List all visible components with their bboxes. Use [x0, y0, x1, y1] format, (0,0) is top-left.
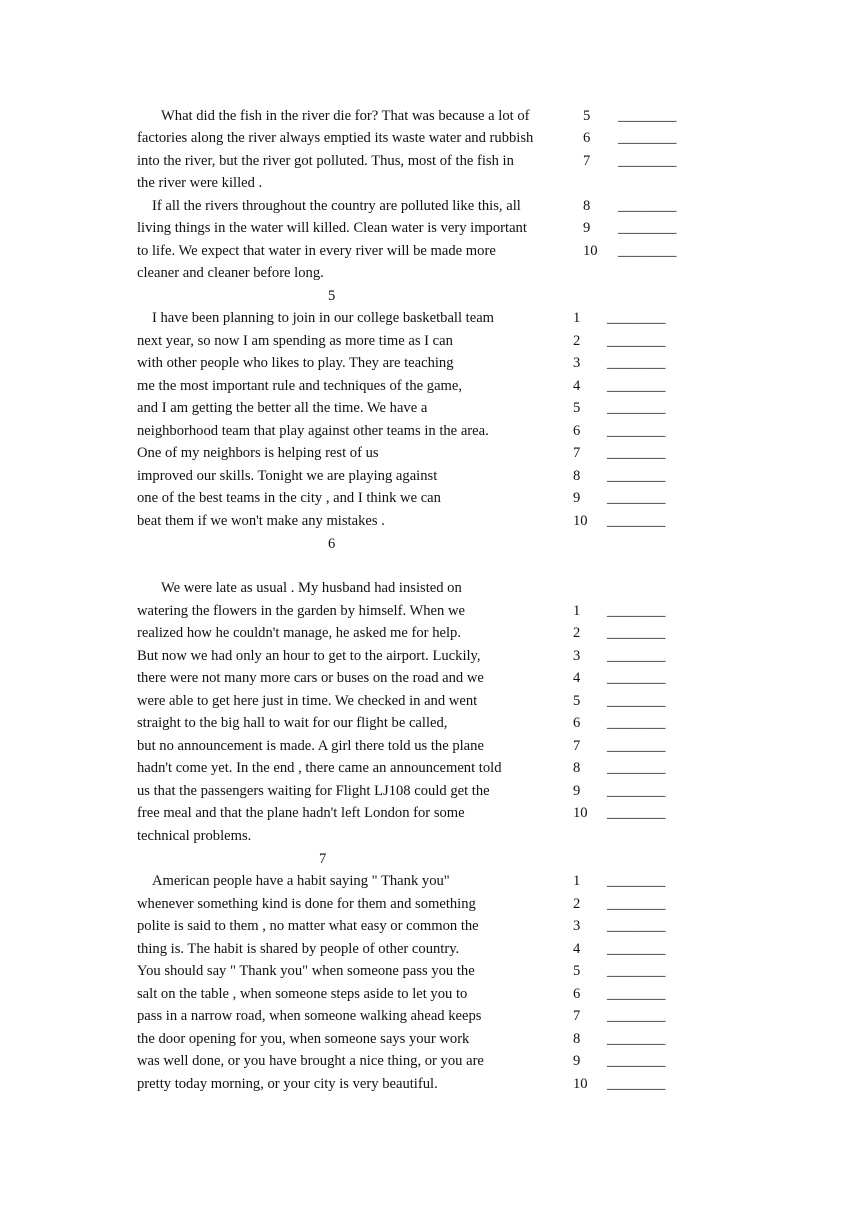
line-number: 7 — [583, 152, 591, 169]
line-text: salt on the table , when someone steps aside to let you to — [137, 985, 468, 1002]
answer-blank[interactable]: ________ — [607, 355, 666, 371]
line-text: us that the passengers waiting for Flight LJ108 could get the — [137, 782, 490, 799]
passage-line — [0, 735, 860, 758]
passage-line — [0, 240, 860, 263]
line-text: technical problems. — [137, 828, 252, 844]
passage-line — [0, 375, 860, 398]
line-text: realized how he couldn't manage, he asked me for help. — [137, 625, 461, 641]
passage-line — [0, 442, 860, 465]
passage-line — [0, 915, 860, 938]
answer-blank[interactable]: ________ — [607, 805, 666, 821]
answer-blank[interactable]: ________ — [607, 400, 666, 416]
answer-blank[interactable]: ________ — [607, 332, 666, 349]
line-number: 8 — [573, 760, 581, 776]
passage-line — [0, 1005, 860, 1028]
line-text: there were not many more cars or buses on the road and we — [137, 670, 484, 686]
line-text: and I am getting the better all the time. We have a — [137, 400, 428, 416]
passage-heading — [0, 848, 860, 871]
passage-line — [0, 600, 860, 623]
passage-line — [0, 667, 860, 690]
line-number: 2 — [573, 895, 581, 912]
answer-blank[interactable]: ________ — [607, 1030, 666, 1047]
line-number: 1 — [573, 310, 581, 326]
passage-line — [0, 712, 860, 735]
line-text: But now we had only an hour to get to the airport. Luckily, — [137, 647, 481, 664]
line-text: next year, so now I am spending as more time as I can — [137, 332, 453, 349]
passage-line — [0, 983, 860, 1006]
line-number: 6 — [573, 715, 581, 731]
line-text: straight to the big hall to wait for our flight be called, — [137, 715, 448, 731]
passage-line — [0, 757, 860, 780]
line-text: the door opening for you, when someone says your work — [137, 1030, 470, 1047]
line-number: 10 — [573, 805, 588, 821]
answer-blank[interactable]: ________ — [607, 625, 666, 641]
line-text: One of my neighbors is helping rest of us — [137, 445, 379, 461]
line-number: 8 — [573, 1030, 581, 1047]
line-text: If all the rivers throughout the country are polluted like this, all — [152, 197, 521, 214]
answer-blank[interactable]: ________ — [607, 377, 666, 394]
passage-line — [0, 217, 860, 240]
line-text: were able to get here just in time. We checked in and went — [137, 692, 478, 709]
passage-line — [0, 690, 860, 713]
line-number: 6 — [573, 985, 581, 1002]
passage-line — [0, 622, 860, 645]
answer-blank[interactable]: ________ — [618, 197, 677, 214]
answer-blank[interactable]: ________ — [607, 985, 666, 1002]
line-text: hadn't come yet. In the end , there came an announcement told — [137, 760, 502, 776]
line-text: with other people who likes to play. They are teaching — [137, 355, 454, 371]
line-text: one of the best teams in the city , and I think we can — [137, 490, 441, 506]
line-number: 9 — [573, 782, 581, 799]
passage-line — [0, 397, 860, 420]
passage-line — [0, 307, 860, 330]
answer-blank[interactable]: ________ — [607, 692, 666, 709]
line-number: 3 — [573, 355, 581, 371]
line-number: 9 — [573, 1053, 581, 1069]
passage-line — [0, 262, 860, 285]
answer-blank[interactable]: ________ — [607, 737, 666, 754]
answer-blank[interactable]: ________ — [607, 782, 666, 799]
answer-blank[interactable]: ________ — [607, 963, 666, 979]
line-text: thing is. The habit is shared by people of other country. — [137, 940, 460, 957]
line-number: 1 — [573, 873, 581, 889]
line-text: improved our skills. Tonight we are playing against — [137, 467, 438, 484]
line-number: 4 — [573, 377, 581, 394]
passage-line — [0, 577, 860, 600]
answer-blank[interactable]: ________ — [607, 445, 666, 461]
line-number: 9 — [583, 220, 591, 236]
line-text: beat them if we won't make any mistakes . — [137, 512, 385, 529]
line-text: free meal and that the plane hadn't left London for some — [137, 805, 465, 821]
line-number: 7 — [573, 737, 581, 754]
line-number: 5 — [573, 963, 581, 979]
answer-blank[interactable]: ________ — [607, 467, 666, 484]
line-number: 4 — [573, 940, 581, 957]
line-number: 2 — [573, 332, 581, 349]
line-text: cleaner and cleaner before long. — [137, 265, 324, 281]
answer-blank[interactable]: ________ — [607, 490, 666, 506]
line-text: was well done, or you have brought a nice thing, or you are — [137, 1053, 484, 1069]
section-number: 7 — [319, 850, 327, 867]
line-number: 8 — [573, 467, 581, 484]
answer-blank[interactable]: ________ — [618, 152, 677, 169]
passage-line — [0, 127, 860, 150]
line-number: 6 — [573, 422, 581, 439]
passage-line — [0, 1050, 860, 1073]
passage-line — [0, 420, 860, 443]
answer-blank[interactable]: ________ — [618, 107, 677, 124]
line-number: 10 — [573, 512, 588, 529]
passage-heading — [0, 285, 860, 308]
passage-line — [0, 893, 860, 916]
passage-line — [0, 172, 860, 195]
line-text: pretty today morning, or your city is very beautiful. — [137, 1075, 438, 1092]
answer-blank[interactable]: ________ — [607, 940, 666, 957]
passage-line — [0, 870, 860, 893]
line-number: 7 — [573, 1008, 581, 1024]
section-number: 6 — [328, 536, 336, 552]
line-text: living things in the water will killed. Clean water is very important — [137, 220, 527, 236]
line-number: 8 — [583, 197, 591, 214]
line-number: 10 — [583, 242, 598, 259]
passage-line — [0, 510, 860, 533]
passage-line — [0, 802, 860, 825]
line-number: 5 — [573, 692, 581, 709]
line-number: 1 — [573, 602, 581, 619]
line-text: You should say " Thank you" when someone pass you the — [137, 963, 475, 979]
passage-line — [0, 938, 860, 961]
line-text: polite is said to them , no matter what easy or common the — [137, 918, 479, 934]
passage-line — [0, 825, 860, 848]
answer-blank[interactable]: ________ — [618, 130, 677, 146]
passage-line — [0, 780, 860, 803]
passage-line — [0, 645, 860, 668]
passage-line — [0, 487, 860, 510]
passage-line — [0, 330, 860, 353]
line-number: 4 — [573, 670, 581, 686]
answer-blank[interactable]: ________ — [607, 512, 666, 529]
line-number: 5 — [583, 107, 591, 124]
passage-line — [0, 1028, 860, 1051]
line-text: We were late as usual . My husband had insisted on — [161, 580, 462, 596]
answer-blank[interactable]: ________ — [607, 873, 666, 889]
line-text: the river were killed . — [137, 175, 263, 191]
answer-blank[interactable]: ________ — [607, 760, 666, 776]
passage-line — [0, 105, 860, 128]
passage-line — [0, 465, 860, 488]
line-text: neighborhood team that play against other teams in the area. — [137, 422, 489, 439]
answer-blank[interactable]: ________ — [607, 422, 666, 439]
line-text: to life. We expect that water in every river will be made more — [137, 242, 496, 259]
line-number: 3 — [573, 647, 581, 664]
line-text: me the most important rule and techniques of the game, — [137, 377, 463, 394]
line-number: 7 — [573, 445, 581, 461]
line-text: What did the fish in the river die for? That was because a lot of — [161, 107, 530, 124]
line-number: 3 — [573, 918, 581, 934]
line-number: 10 — [573, 1075, 588, 1092]
answer-blank[interactable]: ________ — [607, 310, 666, 326]
line-text: but no announcement is made. A girl there told us the plane — [137, 737, 484, 754]
answer-blank[interactable]: ________ — [618, 242, 677, 259]
answer-blank[interactable]: ________ — [607, 1053, 666, 1069]
answer-blank[interactable]: ________ — [607, 1008, 666, 1024]
answer-blank[interactable]: ________ — [607, 647, 666, 664]
answer-blank[interactable]: ________ — [607, 918, 666, 934]
answer-blank[interactable]: ________ — [607, 602, 666, 619]
line-number: 6 — [583, 130, 591, 146]
section-number: 5 — [328, 287, 336, 304]
line-text: pass in a narrow road, when someone walking ahead keeps — [137, 1008, 482, 1024]
passage-line — [0, 960, 860, 983]
answer-blank[interactable]: ________ — [618, 220, 677, 236]
answer-blank[interactable]: ________ — [607, 715, 666, 731]
line-text: factories along the river always emptied its waste water and rubbish — [137, 130, 534, 146]
line-text: watering the flowers in the garden by himself. When we — [137, 602, 465, 619]
line-number: 2 — [573, 625, 581, 641]
answer-blank[interactable]: ________ — [607, 1075, 666, 1092]
passage-line — [0, 195, 860, 218]
line-text: into the river, but the river got polluted. Thus, most of the fish in — [137, 152, 514, 169]
passage-line — [0, 352, 860, 375]
passage-heading — [0, 533, 860, 556]
line-text: whenever something kind is done for them and something — [137, 895, 476, 912]
line-number: 9 — [573, 490, 581, 506]
passage-line — [0, 1073, 860, 1096]
line-number: 5 — [573, 400, 581, 416]
answer-blank[interactable]: ________ — [607, 895, 666, 912]
line-text: I have been planning to join in our college basketball team — [152, 310, 495, 326]
line-text: American people have a habit saying " Thank you" — [152, 873, 450, 889]
passage-line — [0, 150, 860, 173]
answer-blank[interactable]: ________ — [607, 670, 666, 686]
